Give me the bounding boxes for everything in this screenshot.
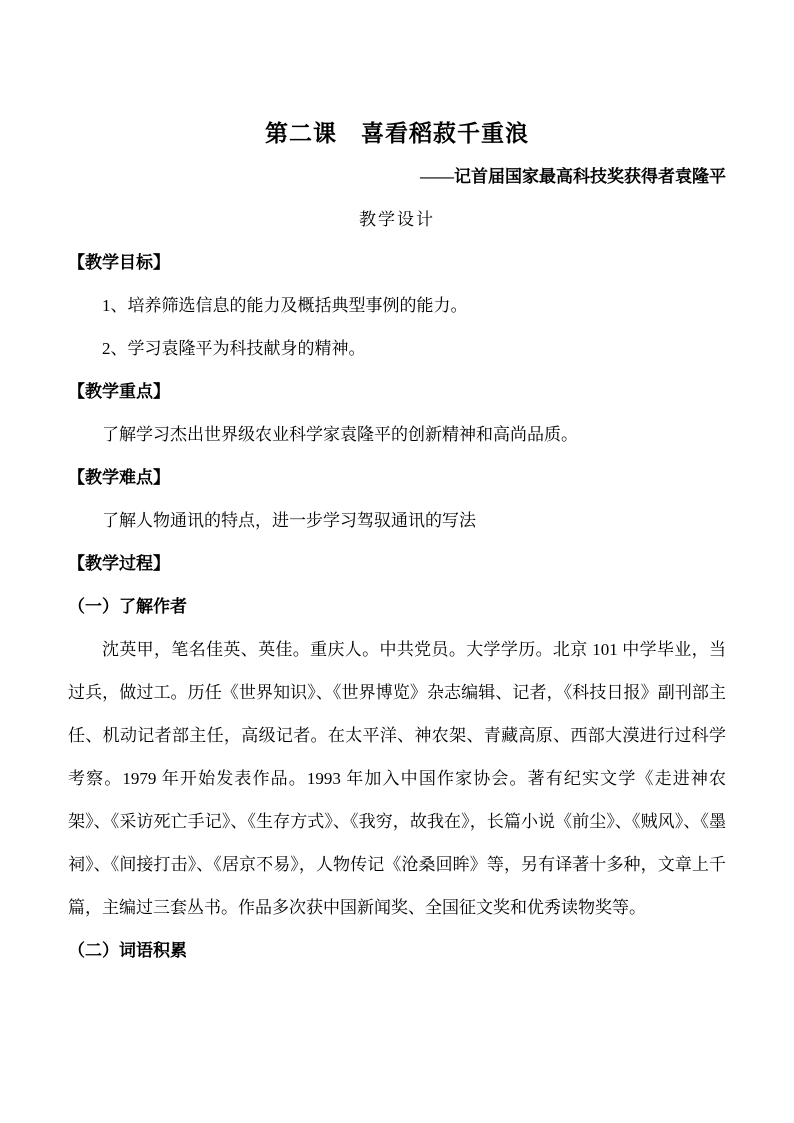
- document-type-label: 教学设计: [359, 210, 435, 229]
- section-heading-teaching-focus: 【教学重点】: [68, 382, 170, 401]
- teaching-focus-text: 了解学习杰出世界级农业科学家袁隆平的创新精神和高尚品质。: [102, 425, 578, 444]
- teaching-goal-item-2: 2、学习袁隆平为科技献身的精神。: [102, 339, 366, 358]
- lesson-title: 第二课 喜看稻菽千重浪: [265, 121, 529, 146]
- section-heading-teaching-difficulty: 【教学难点】: [68, 468, 170, 487]
- teaching-difficulty-text: 了解人物通讯的特点，进一步学习驾驭通讯的写法: [102, 511, 476, 530]
- section-heading-teaching-goals: 【教学目标】: [68, 253, 170, 272]
- teaching-goal-item-1: 1、培养筛选信息的能力及概括典型事例的能力。: [102, 296, 468, 315]
- lesson-subtitle: ——记首届国家最高科技奖获得者袁隆平: [420, 167, 726, 186]
- section-heading-teaching-process: 【教学过程】: [68, 554, 170, 573]
- subsection-heading-vocabulary: （二）词语积累: [68, 941, 187, 960]
- subsection-heading-about-author: （一）了解作者: [68, 597, 187, 616]
- author-introduction-paragraph: 沈英甲，笔名佳英、英佳。重庆人。中共党员。大学学历。北京 101 中学毕业，当过兵，做过工。历任《世界知识》、《世界博览》杂志编辑、记者，《科技日报》副刊部主任、机动记者部主任，高级记者。在太平洋、神农架、青藏高原、西部大漠进行过科学考察。1979 年开始发表作品。1993 年加入中国作家协会。著有纪实文学《走进神农架》、《采访死亡手记》、《生存方式》、《我穷，故我在》，长篇小说《前尘》、《贼风》、《墨祠》、《间接打击》、《居京不易》，人物传记《沧桑回眸》等，另有译著十多种，文章上千篇，主编过三套丛书。作品多次获中国新闻奖、全国征文奖和优秀读物奖等。: [68, 640, 726, 917]
